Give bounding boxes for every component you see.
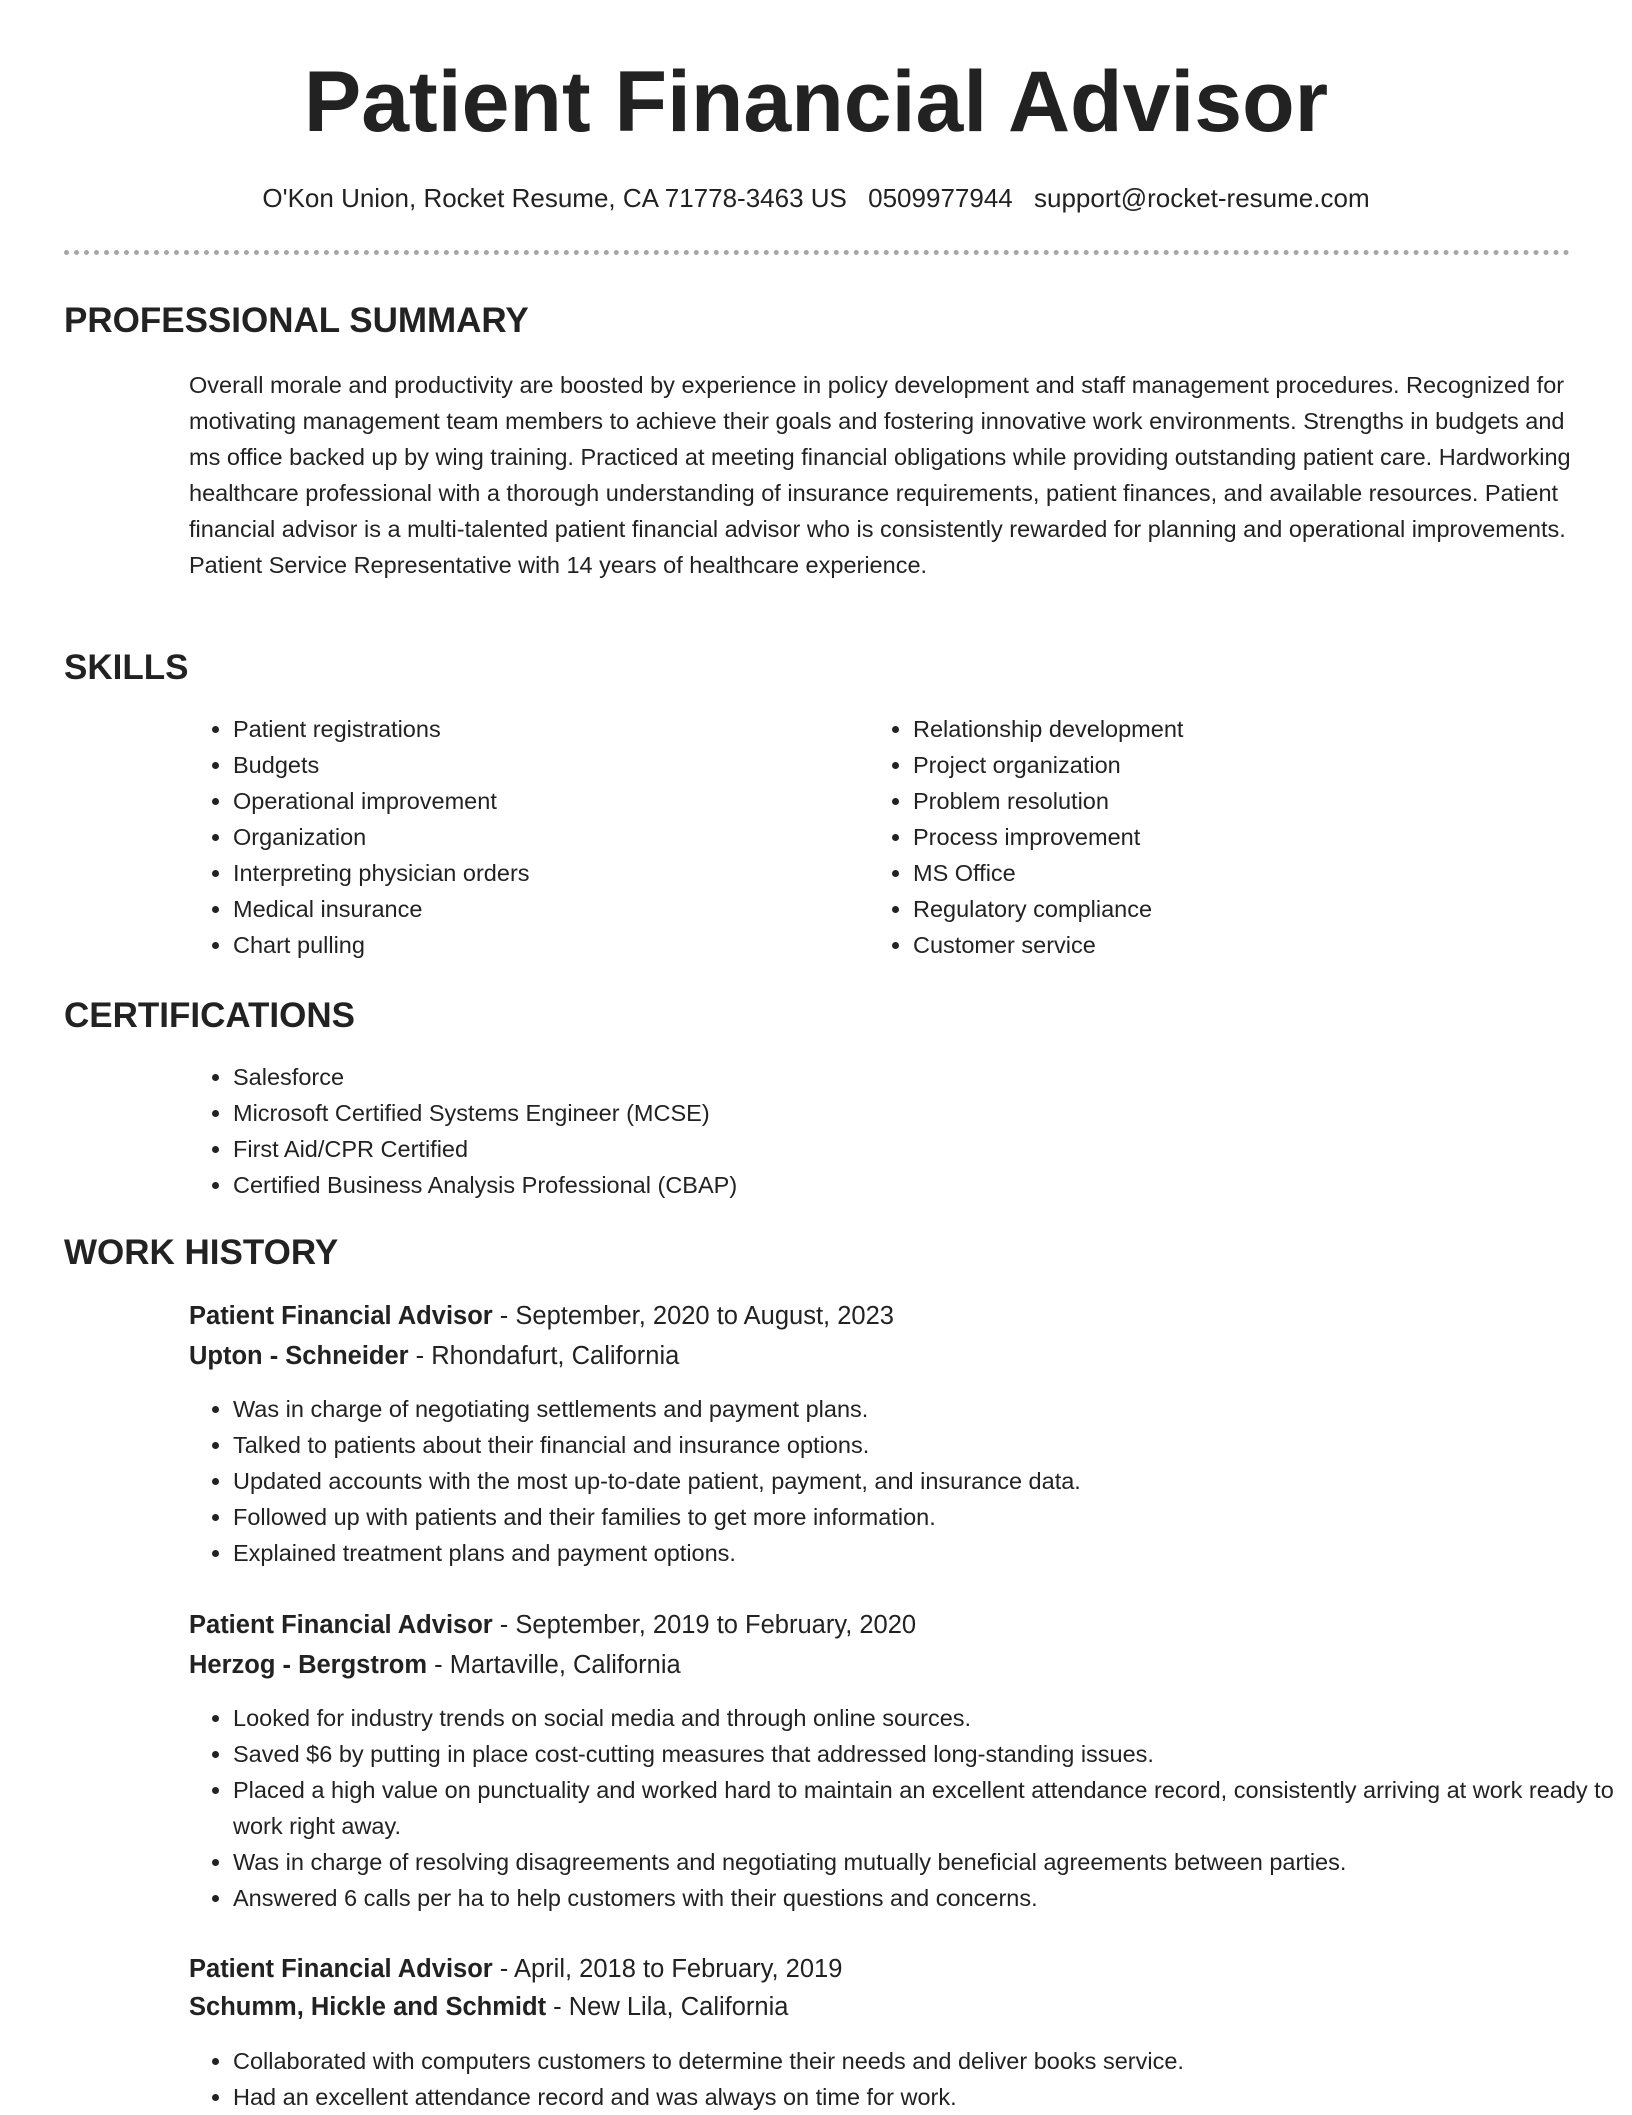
- skill-item: • Operational improvement: [233, 783, 853, 819]
- skills-heading: SKILLS: [64, 648, 189, 687]
- certifications-list: [189, 1059, 1533, 1203]
- job-bullet: • Followed up with patients and their families to get more information.: [233, 1499, 1623, 1535]
- job-company: Herzog - Bergstrom: [189, 1651, 428, 1679]
- job-bullet: • Was in charge of resolving disagreements and negotiating mutually beneficial agreements between parties.: [233, 1844, 1623, 1880]
- skill-item: • Patient registrations: [233, 711, 853, 747]
- job-dates: September, 2020 to August, 2023: [515, 1302, 894, 1330]
- certification-item: • First Aid/CPR Certified: [233, 1131, 1533, 1167]
- job-dates: April, 2018 to February, 2019: [513, 1955, 843, 1983]
- job-company-line: [189, 1338, 679, 1374]
- contact-phone: 0509977944: [868, 183, 1013, 213]
- job-company: Schumm, Hickle and Schmidt: [189, 1993, 547, 2021]
- job-company-line: [189, 1989, 788, 2025]
- contact-line: [0, 181, 1632, 215]
- resume-name: Patient Financial Advisor: [303, 54, 1329, 150]
- skill-item: • MS Office: [913, 855, 1553, 891]
- job-bullet: • Was in charge of negotiating settlements and payment plans.: [233, 1391, 1623, 1427]
- job-location: Martaville, California: [449, 1651, 681, 1679]
- work-history-heading: WORK HISTORY: [64, 1233, 339, 1272]
- job-location: New Lila, California: [568, 1993, 789, 2021]
- job-separator: -: [492, 1611, 516, 1639]
- summary-heading: PROFESSIONAL SUMMARY: [64, 301, 529, 340]
- job-bullet: • Saved $6 by putting in place cost-cutting measures that addressed long-standing issues.: [233, 1736, 1623, 1772]
- job-dates: September, 2019 to February, 2020: [515, 1611, 917, 1639]
- job-location: Rhondafurt, California: [431, 1342, 680, 1370]
- job-company: Upton - Schneider: [189, 1342, 409, 1370]
- skills-list-right: [869, 711, 1553, 963]
- job-bullet: • Looked for industry trends on social media and through online sources.: [233, 1700, 1623, 1736]
- certification-item: • Microsoft Certified Systems Engineer (MCSE): [233, 1095, 1533, 1131]
- job-separator: -: [408, 1342, 432, 1370]
- job-separator: -: [546, 1993, 569, 2021]
- job-bullet: • Had an excellent attendance record and was always on time for work.: [233, 2079, 1623, 2115]
- job-role: Patient Financial Advisor: [189, 1955, 493, 1983]
- job-bullet: • Explained treatment plans and payment options.: [233, 1535, 1623, 1571]
- contact-address: O'Kon Union, Rocket Resume, CA 71778-3463 US: [262, 183, 847, 213]
- job-role: Patient Financial Advisor: [189, 1611, 493, 1639]
- certification-item: • Salesforce: [233, 1059, 1533, 1095]
- contact-email: support@rocket-resume.com: [1033, 183, 1370, 213]
- job-bullet: • Placed a high value on punctuality and worked hard to maintain an excellent attendance record, consistently arriving at work ready to work right away.: [233, 1772, 1623, 1844]
- skill-item: • Budgets: [233, 747, 853, 783]
- job-bullets: [189, 1391, 1623, 1571]
- job-bullet: • Updated accounts with the most up-to-date patient, payment, and insurance data.: [233, 1463, 1623, 1499]
- job-bullet: • Answered 6 calls per ha to help customers with their questions and concerns.: [233, 1880, 1623, 1916]
- skill-item: • Organization: [233, 819, 853, 855]
- skill-item: • Chart pulling: [233, 927, 853, 963]
- skill-item: • Customer service: [913, 927, 1553, 963]
- job-title-line: [189, 1607, 916, 1643]
- skill-item: • Interpreting physician orders: [233, 855, 853, 891]
- skill-item: • Process improvement: [913, 819, 1553, 855]
- job-role: Patient Financial Advisor: [189, 1302, 493, 1330]
- skill-item: • Regulatory compliance: [913, 891, 1553, 927]
- job-title-line: [189, 1298, 894, 1334]
- job-bullet: • Collaborated with computers customers to determine their needs and deliver books service.: [233, 2043, 1623, 2079]
- job-bullets: [189, 2043, 1623, 2115]
- summary-text: Overall morale and productivity are boosted by experience in policy development and staff management procedures. Recognized for motivating management team members to achieve their goals and fostering innovative work environments. Strengths in budgets and ms office backed up by wing training. Practiced at meeting financial obligations while providing outstanding patient care. Hardworking healthcare professional with a thorough understanding of insurance requirements, patient finances, and available resources. Patient financial advisor is a multi-talented patient financial advisor who is consistently rewarded for planning and operational improvements. Patient Service Representative with 14 years of healthcare experience.: [189, 372, 1571, 578]
- job-company-line: [189, 1647, 681, 1683]
- job-separator: -: [492, 1955, 514, 1983]
- skill-item: • Problem resolution: [913, 783, 1553, 819]
- skill-item: • Project organization: [913, 747, 1553, 783]
- job-bullets: [189, 1700, 1623, 1916]
- certifications-heading: CERTIFICATIONS: [64, 996, 356, 1035]
- job-title-line: [189, 1951, 842, 1987]
- skill-item: • Relationship development: [913, 711, 1553, 747]
- skill-item: • Medical insurance: [233, 891, 853, 927]
- job-separator: -: [427, 1651, 450, 1679]
- certification-item: • Certified Business Analysis Professional (CBAP): [233, 1167, 1533, 1203]
- job-bullet: • Talked to patients about their financial and insurance options.: [233, 1427, 1623, 1463]
- skills-list-left: [189, 711, 853, 963]
- header-divider: [64, 250, 1570, 255]
- job-separator: -: [492, 1302, 516, 1330]
